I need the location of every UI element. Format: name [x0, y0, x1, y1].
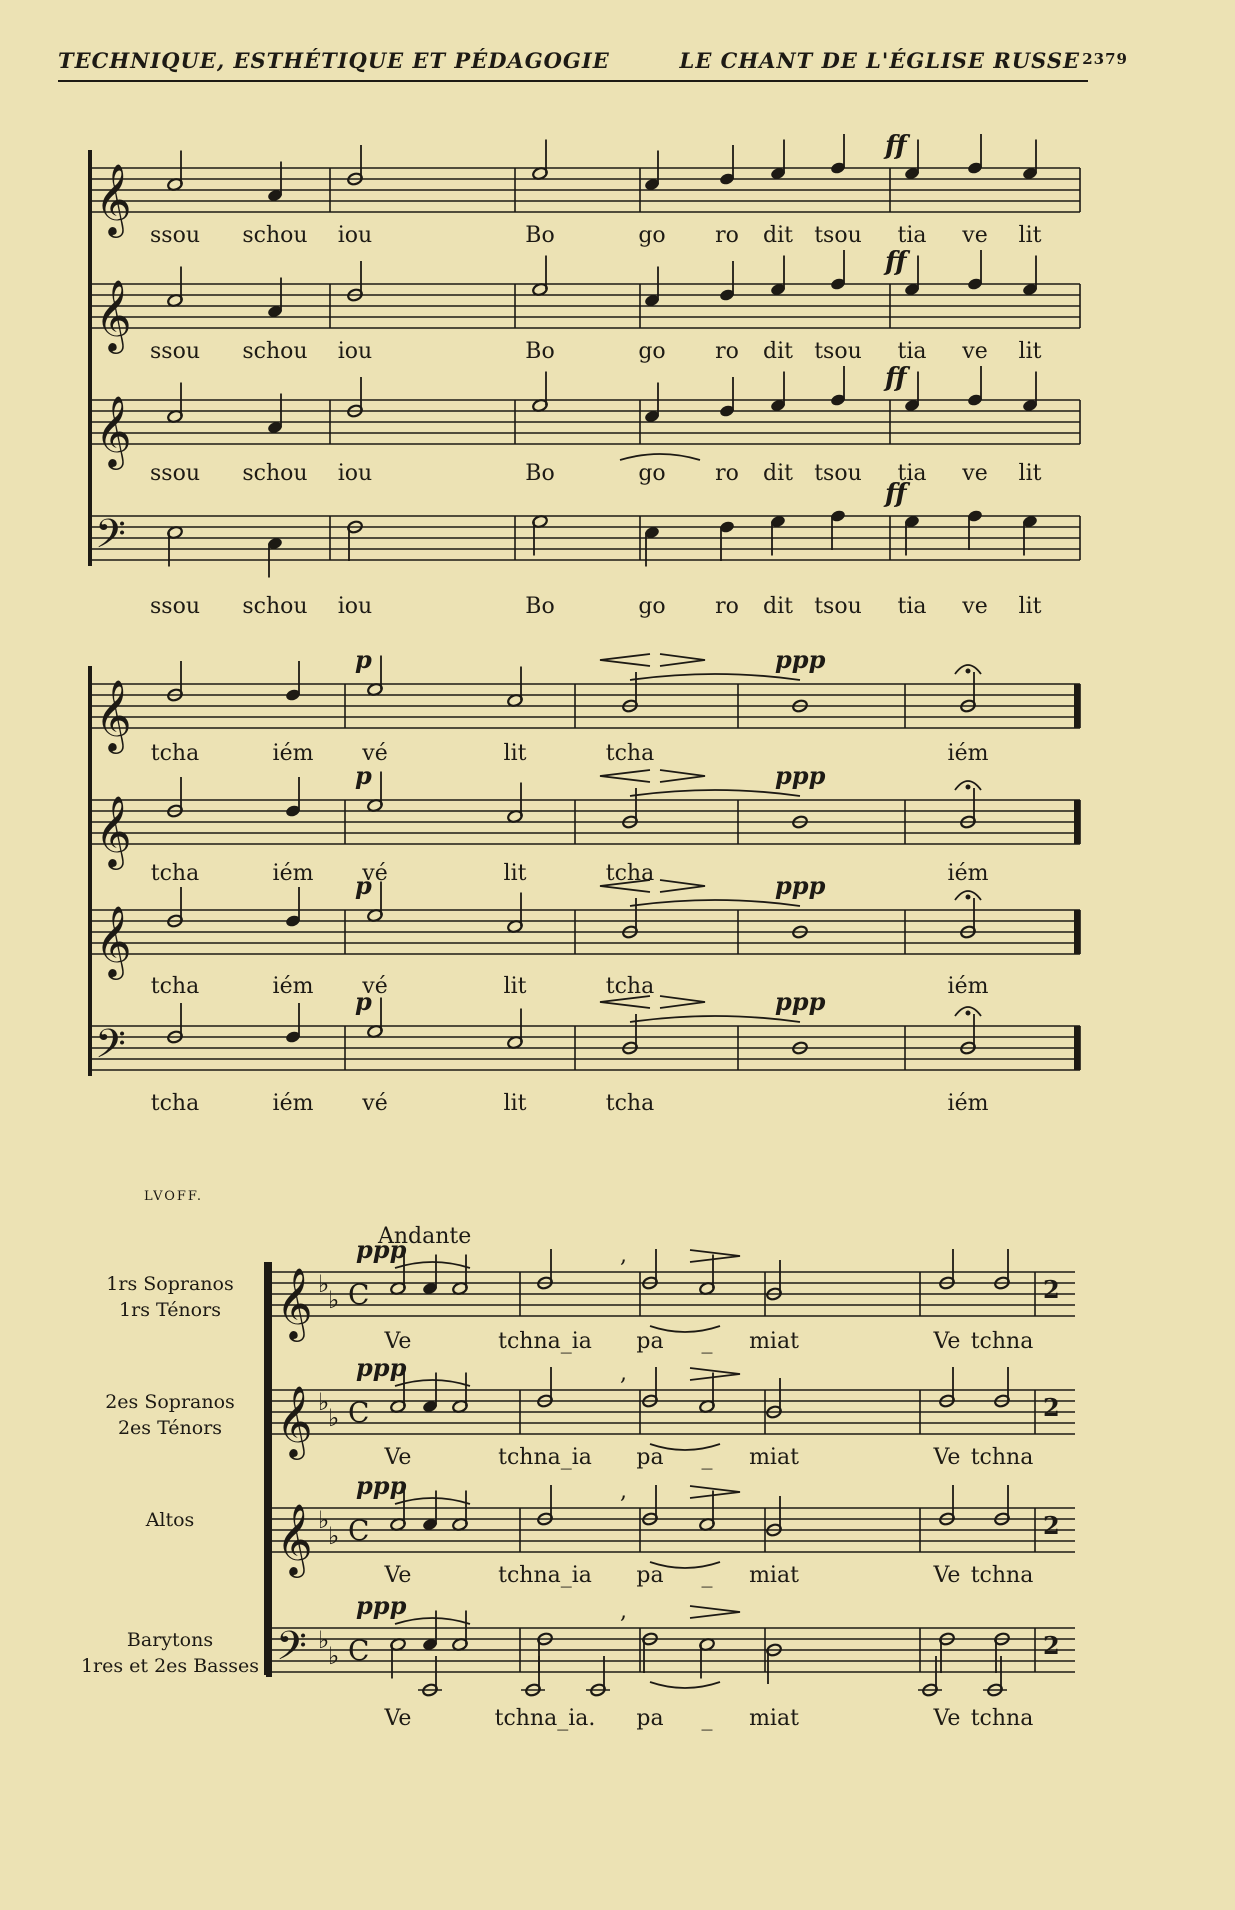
section-ppp-mark: ppp: [356, 1235, 407, 1264]
system1-staff-3-lyric-9: ve: [962, 594, 988, 619]
section-ppp-mark: ppp: [356, 1353, 407, 1382]
section-staff-1-lyric-0: Ve: [384, 1445, 412, 1470]
system1-ff-mark: ff: [885, 479, 907, 509]
time-signature-2: 2: [1043, 1511, 1060, 1540]
system2-staff-2-lyric-4: tcha: [605, 974, 655, 999]
flat-sign: ♭: [328, 1286, 340, 1314]
treble-clef: 𝄞: [95, 162, 132, 235]
fermata-dot: [966, 785, 971, 790]
system1-staff-0-lyric-7: tsou: [814, 223, 862, 248]
section-staff-3-lyric-5: Ve: [933, 1706, 961, 1731]
treble-clef: 𝄞: [95, 278, 132, 351]
treble-clef: 𝄞: [276, 1384, 313, 1457]
section-staff-1-lyric-1: tchna_ia: [498, 1445, 592, 1470]
system2-staff-0-lyric-3: lit: [503, 741, 527, 766]
system2-staff-3-lyric-1: iém: [272, 1091, 314, 1116]
system1-staff-3-lyric-8: tia: [897, 594, 927, 619]
system1-staff-3-lyric-7: tsou: [814, 594, 862, 619]
section-staff-0-lyric-2: pa: [636, 1329, 664, 1354]
section-ppp-mark: ppp: [356, 1471, 407, 1500]
system2-ppp-mark: ppp: [775, 871, 826, 900]
system1-staff-0-lyric-6: dit: [763, 223, 793, 248]
system1-staff-2-lyric-0: ssou: [150, 461, 200, 486]
system2-staff-3-lyric-5: iém: [947, 1091, 989, 1116]
flat-sign: ♭: [318, 1270, 330, 1298]
section-staff-3-lyric-3: _: [701, 1706, 713, 1731]
system1-staff-2-lyric-10: lit: [1018, 461, 1042, 486]
header-left-title: TECHNIQUE, ESTHÉTIQUE ET PÉDAGOGIE: [58, 48, 610, 73]
treble-clef: 𝄞: [95, 394, 132, 467]
system2-staff-2-lyric-3: lit: [503, 974, 527, 999]
system2-final-bar-thick: [1074, 684, 1080, 728]
section-staff-3-lyric-1: tchna_ia.: [494, 1706, 596, 1731]
section-staff-0-lyric-3: _: [701, 1329, 713, 1354]
time-signature-2: 2: [1043, 1275, 1060, 1304]
voice-label-line1: Barytons: [126, 1629, 214, 1651]
decrescendo-hairpin: [660, 770, 705, 782]
system1-staff-1-lyric-7: tsou: [814, 339, 862, 364]
system1-staff-3-lyric-6: dit: [763, 594, 793, 619]
system1-staff-3-lyric-4: go: [638, 594, 666, 619]
system1-staff-3-lyric-1: schou: [242, 594, 308, 619]
header-right-title: LE CHANT DE L'ÉGLISE RUSSE: [679, 48, 1080, 73]
system2-final-bar-thick: [1074, 910, 1080, 954]
system2-p-mark: p: [355, 761, 372, 790]
system1-ff-mark: ff: [885, 131, 907, 161]
breath-mark: ,: [620, 1479, 627, 1504]
system1-staff-1-lyric-5: ro: [715, 339, 739, 364]
section-staff-3-lyric-4: miat: [749, 1706, 799, 1731]
system2-staff-1-lyric-5: iém: [947, 861, 989, 886]
voice-label-line1: 2es Sopranos: [105, 1391, 235, 1413]
system1-staff-2-lyric-1: schou: [242, 461, 308, 486]
breath-mark: ,: [620, 1243, 627, 1268]
system1-staff-1-lyric-8: tia: [897, 339, 927, 364]
voice-label-line1: 1rs Sopranos: [106, 1273, 234, 1295]
crescendo-hairpin: [600, 770, 650, 782]
system2-p-mark: p: [355, 871, 372, 900]
system2-staff-1-lyric-1: iém: [272, 861, 314, 886]
system2-staff-1-lyric-4: tcha: [605, 861, 655, 886]
system1-staff-0-lyric-2: iou: [337, 223, 373, 248]
crescendo-hairpin: [600, 654, 650, 666]
system2-staff-0-lyric-5: iém: [947, 741, 989, 766]
section-staff-2-lyric-2: pa: [636, 1563, 664, 1588]
system2-staff-0-lyric-0: tcha: [150, 741, 200, 766]
flat-sign: ♭: [318, 1626, 330, 1654]
system2-tie: [630, 1016, 800, 1022]
system2-tie: [630, 900, 800, 906]
system2-staff-0-lyric-2: vé: [362, 741, 388, 766]
section-staff-1-lyric-3: _: [701, 1445, 713, 1470]
fermata-dot: [966, 1011, 971, 1016]
decrescendo-hairpin: [660, 654, 705, 666]
system1-staff-0-lyric-3: Bo: [525, 223, 555, 248]
breath-mark: ,: [620, 1599, 627, 1624]
decrescendo-hairpin: [660, 996, 705, 1008]
bass-clef: 𝄢: [95, 511, 126, 567]
system1-staff-3-lyric-2: iou: [337, 594, 373, 619]
voice-label-line2: 1res et 2es Basses: [80, 1655, 260, 1677]
section-staff-2-lyric-4: miat: [749, 1563, 799, 1588]
time-signature: C: [348, 1396, 370, 1429]
system2-staff-0-lyric-1: iém: [272, 741, 314, 766]
system2-final-bar-thick: [1074, 800, 1080, 844]
system2-staff-3-lyric-3: lit: [503, 1091, 527, 1116]
system1-staff-2-lyric-7: tsou: [814, 461, 862, 486]
section-staff-1-lyric-4: miat: [749, 1445, 799, 1470]
system2-staff-2-lyric-1: iém: [272, 974, 314, 999]
time-signature: C: [348, 1278, 370, 1311]
bass-clef: 𝄢: [276, 1623, 307, 1679]
system2-staff-1-lyric-0: tcha: [150, 861, 200, 886]
time-signature-2: 2: [1043, 1631, 1060, 1660]
system1-staff-1-lyric-9: ve: [962, 339, 988, 364]
system1-staff-0-lyric-1: schou: [242, 223, 308, 248]
section-staff-0-lyric-0: Ve: [384, 1329, 412, 1354]
system1-staff-2-lyric-4: go: [638, 461, 666, 486]
system1-staff-1-lyric-10: lit: [1018, 339, 1042, 364]
treble-clef: 𝄞: [276, 1502, 313, 1575]
voice-label-line2: 1rs Ténors: [119, 1299, 221, 1321]
treble-clef: 𝄞: [95, 794, 132, 867]
system2-ppp-mark: ppp: [775, 761, 826, 790]
section-staff-0-lyric-1: tchna_ia: [498, 1329, 592, 1354]
system1-staff-1-lyric-2: iou: [337, 339, 373, 364]
decrescendo-hairpin: [660, 880, 705, 892]
system2-staff-3-lyric-0: tcha: [150, 1091, 200, 1116]
flat-sign: ♭: [328, 1404, 340, 1432]
system2-ppp-mark: ppp: [775, 987, 826, 1016]
section-staff-0-lyric-5: Ve: [933, 1329, 961, 1354]
system2-staff-3-lyric-2: vé: [362, 1091, 388, 1116]
decrescendo-hairpin: [690, 1486, 740, 1498]
breath-mark: ,: [620, 1361, 627, 1386]
system2-staff-2-lyric-5: iém: [947, 974, 989, 999]
section-staff-2-lyric-1: tchna_ia: [498, 1563, 592, 1588]
treble-clef: 𝄞: [276, 1266, 313, 1339]
system2-staff-0-lyric-4: tcha: [605, 741, 655, 766]
fermata-dot: [966, 895, 971, 900]
system1-slur: [620, 454, 700, 460]
decrescendo-hairpin: [690, 1606, 740, 1618]
system2-tie: [630, 674, 800, 680]
section-staff-2-lyric-5: Ve: [933, 1563, 961, 1588]
page-number: 2379: [1082, 50, 1128, 68]
time-signature-2: 2: [1043, 1393, 1060, 1422]
section-staff-3-lyric-0: Ve: [384, 1706, 412, 1731]
system1-staff-2-lyric-6: dit: [763, 461, 793, 486]
composer-name: LVOFF.: [144, 1189, 204, 1204]
system1-staff-3-lyric-3: Bo: [525, 594, 555, 619]
system1-staff-2-lyric-8: tia: [897, 461, 927, 486]
decrescendo-hairpin: [690, 1250, 740, 1262]
section-slur: [650, 1682, 720, 1688]
section-staff-1-lyric-2: pa: [636, 1445, 664, 1470]
system2-p-mark: p: [355, 645, 372, 674]
system1-staff-3-lyric-5: ro: [715, 594, 739, 619]
system1-ff-mark: ff: [885, 247, 907, 277]
section-staff-1-lyric-6: tchna: [970, 1445, 1034, 1470]
system1-staff-1-lyric-6: dit: [763, 339, 793, 364]
section-staff-2-lyric-0: Ve: [384, 1563, 412, 1588]
system1-staff-0-lyric-0: ssou: [150, 223, 200, 248]
system2-staff-2-lyric-2: vé: [362, 974, 388, 999]
bass-clef: 𝄢: [95, 1021, 126, 1077]
section-staff-3-lyric-6: tchna: [970, 1706, 1034, 1731]
system1-staff-0-lyric-8: tia: [897, 223, 927, 248]
system1-staff-1-lyric-0: ssou: [150, 339, 200, 364]
time-signature: C: [348, 1514, 370, 1547]
voice-label-line1: Altos: [145, 1509, 195, 1531]
system1-staff-3-lyric-0: ssou: [150, 594, 200, 619]
system1-ff-mark: ff: [885, 363, 907, 393]
system1-staff-2-lyric-3: Bo: [525, 461, 555, 486]
system2-ppp-mark: ppp: [775, 645, 826, 674]
section-staff-1-lyric-5: Ve: [933, 1445, 961, 1470]
system1-staff-0-lyric-4: go: [638, 223, 666, 248]
fermata-dot: [966, 669, 971, 674]
section-staff-3-lyric-2: pa: [636, 1706, 664, 1731]
treble-clef: 𝄞: [95, 904, 132, 977]
system1-staff-0-lyric-10: lit: [1018, 223, 1042, 248]
system2-tie: [630, 790, 800, 796]
system1-staff-2-lyric-5: ro: [715, 461, 739, 486]
system2-final-bar-thick: [1074, 1026, 1080, 1070]
system1-staff-0-lyric-9: ve: [962, 223, 988, 248]
flat-sign: ♭: [328, 1522, 340, 1550]
section-staff-0-lyric-6: tchna: [970, 1329, 1034, 1354]
system2-staff-2-lyric-0: tcha: [150, 974, 200, 999]
system2-p-mark: p: [355, 987, 372, 1016]
treble-clef: 𝄞: [95, 678, 132, 751]
section-staff-2-lyric-6: tchna: [970, 1563, 1034, 1588]
voice-label-line2: 2es Ténors: [117, 1417, 223, 1439]
section-bracket: [266, 1262, 272, 1677]
flat-sign: ♭: [318, 1388, 330, 1416]
system1-staff-0-lyric-5: ro: [715, 223, 739, 248]
system2-staff-3-lyric-4: tcha: [605, 1091, 655, 1116]
decrescendo-hairpin: [690, 1368, 740, 1380]
system1-staff-1-lyric-4: go: [638, 339, 666, 364]
flat-sign: ♭: [328, 1642, 340, 1670]
system2-staff-1-lyric-2: vé: [362, 861, 388, 886]
section-staff-2-lyric-3: _: [701, 1563, 713, 1588]
flat-sign: ♭: [318, 1506, 330, 1534]
section-staff-0-lyric-4: miat: [749, 1329, 799, 1354]
system1-staff-1-lyric-1: schou: [242, 339, 308, 364]
system1-staff-2-lyric-9: ve: [962, 461, 988, 486]
section-ppp-mark: ppp: [356, 1591, 407, 1620]
system1-staff-3-lyric-10: lit: [1018, 594, 1042, 619]
tempo-marking: Andante: [378, 1224, 472, 1249]
system1-staff-1-lyric-3: Bo: [525, 339, 555, 364]
system2-staff-1-lyric-3: lit: [503, 861, 527, 886]
system1-staff-2-lyric-2: iou: [337, 461, 373, 486]
time-signature: C: [348, 1634, 370, 1667]
